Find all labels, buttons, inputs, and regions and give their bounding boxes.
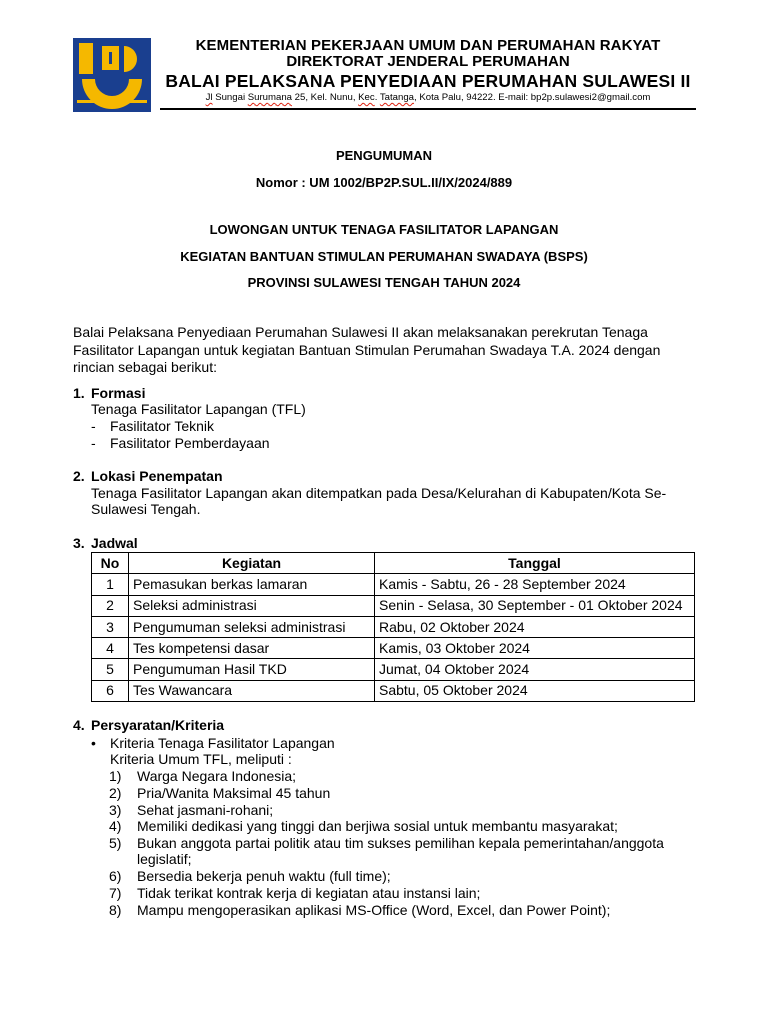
criteria-item: Bersedia bekerja penuh waktu (full time); bbox=[137, 868, 391, 884]
table-row bbox=[92, 680, 695, 701]
cell-tanggal: Senin - Selasa, 30 September - 01 Oktober 2024 bbox=[375, 595, 695, 616]
announcement-title: PENGUMUMAN bbox=[335, 148, 433, 163]
announcement-number: Nomor : UM 1002/BP2P.SUL.II/IX/2024/889 bbox=[255, 175, 513, 190]
criteria-item: Warga Negara Indonesia; bbox=[137, 768, 297, 784]
address-part: Jl bbox=[205, 92, 213, 103]
item-number: 2) bbox=[109, 785, 122, 801]
criteria-item: Mampu mengoperasikan aplikasi MS-Office (Word, Excel, dan Power Point); bbox=[137, 902, 611, 918]
column-header-no: No bbox=[92, 553, 129, 574]
intro-line-2: Fasilitator Lapangan untuk kegiatan Bantuan Stimulan Perumahan Swadaya T.A. 2024 dengan bbox=[73, 342, 661, 358]
schedule-table bbox=[91, 552, 695, 702]
lokasi-line-2: Sulawesi Tengah. bbox=[91, 501, 201, 517]
intro-line-3: rincian sebagai berikut: bbox=[73, 359, 217, 375]
cell-no: 2 bbox=[92, 595, 129, 616]
criteria-item: Tidak terikat kontrak kerja di kegiatan atau instansi lain; bbox=[137, 885, 481, 901]
item-number: 6) bbox=[109, 868, 122, 884]
formasi-desc: Tenaga Fasilitator Lapangan (TFL) bbox=[91, 401, 306, 417]
table-row bbox=[92, 659, 695, 680]
section-number: 1. bbox=[73, 385, 85, 401]
item-number: 5) bbox=[109, 835, 122, 851]
item-number: 4) bbox=[109, 818, 122, 834]
ministry-name: KEMENTERIAN PEKERJAAN UMUM DAN PERUMAHAN RAKYAT bbox=[195, 37, 661, 54]
section-formasi-heading bbox=[73, 385, 145, 401]
bullet-marker: • bbox=[91, 735, 96, 751]
subtitle-province: PROVINSI SULAWESI TENGAH TAHUN 2024 bbox=[247, 275, 521, 290]
section-title: Formasi bbox=[91, 385, 146, 401]
formasi-item: Fasilitator Pemberdayaan bbox=[110, 435, 270, 451]
section-jadwal-heading bbox=[73, 535, 138, 551]
item-number: 3) bbox=[109, 802, 122, 818]
address-part: 25, Kel. Nunu, bbox=[292, 92, 359, 103]
cell-kegiatan: Pengumuman Hasil TKD bbox=[129, 659, 375, 680]
criteria-item: Bukan anggota partai politik atau tim sukses pemilihan kepala pemerintahan/anggota bbox=[137, 835, 664, 851]
cell-kegiatan: Tes Wawancara bbox=[129, 680, 375, 701]
table-row bbox=[92, 574, 695, 595]
cell-tanggal: Jumat, 04 Oktober 2024 bbox=[375, 659, 695, 680]
cell-kegiatan: Tes kompetensi dasar bbox=[129, 638, 375, 659]
pupr-logo bbox=[73, 38, 151, 112]
section-number: 4. bbox=[73, 717, 85, 733]
list-dash: - bbox=[91, 435, 96, 451]
cell-no: 5 bbox=[92, 659, 129, 680]
cell-no: 1 bbox=[92, 574, 129, 595]
table-row bbox=[92, 595, 695, 616]
subtitle-program: KEGIATAN BANTUAN STIMULAN PERUMAHAN SWADAYA (BSPS) bbox=[180, 249, 588, 264]
item-number: 8) bbox=[109, 902, 122, 918]
criteria-item: Sehat jasmani-rohani; bbox=[137, 802, 274, 818]
column-header-tanggal: Tanggal bbox=[375, 553, 695, 574]
directorate-name: DIREKTORAT JENDERAL PERUMAHAN bbox=[286, 53, 570, 70]
office-address bbox=[160, 92, 696, 103]
letterhead-divider bbox=[160, 108, 696, 110]
criteria-item-continued: legislatif; bbox=[137, 851, 192, 867]
address-part: , Kota Palu, 94222. E-mail: bp2p.sulawesi2@gmail.com bbox=[414, 92, 651, 103]
section-number: 2. bbox=[73, 468, 85, 484]
table-header-row bbox=[92, 553, 695, 574]
intro-line-1: Balai Pelaksana Penyediaan Perumahan Sulawesi II akan melaksanakan perekrutan Tenaga bbox=[73, 324, 648, 340]
lokasi-line-1: Tenaga Fasilitator Lapangan akan ditempatkan pada Desa/Kelurahan di Kabupaten/Kota Se- bbox=[91, 485, 667, 501]
section-persyaratan-heading bbox=[73, 717, 224, 733]
cell-kegiatan: Pemasukan berkas lamaran bbox=[129, 574, 375, 595]
criteria-item: Memiliki dedikasi yang tinggi dan berjiwa sosial untuk membantu masyarakat; bbox=[137, 818, 618, 834]
cell-tanggal: Sabtu, 05 Oktober 2024 bbox=[375, 680, 695, 701]
item-number: 1) bbox=[109, 768, 122, 784]
table-row bbox=[92, 616, 695, 637]
address-part: Sungai bbox=[212, 92, 248, 103]
criteria-item: Pria/Wanita Maksimal 45 tahun bbox=[137, 785, 331, 801]
office-name: BALAI PELAKSANA PENYEDIAAN PERUMAHAN SULAWESI II bbox=[165, 71, 691, 91]
address-part: Tatanga bbox=[379, 92, 415, 103]
subtitle-vacancy: LOWONGAN UNTUK TENAGA FASILITATOR LAPANGAN bbox=[209, 222, 559, 237]
cell-tanggal: Kamis - Sabtu, 26 - 28 September 2024 bbox=[375, 574, 695, 595]
list-dash: - bbox=[91, 418, 96, 434]
formasi-item: Fasilitator Teknik bbox=[110, 418, 215, 434]
cell-tanggal: Rabu, 02 Oktober 2024 bbox=[375, 616, 695, 637]
cell-no: 6 bbox=[92, 680, 129, 701]
criteria-subheading: Kriteria Umum TFL, meliputi : bbox=[110, 751, 292, 767]
section-lokasi-heading bbox=[73, 468, 223, 484]
cell-kegiatan: Pengumuman seleksi administrasi bbox=[129, 616, 375, 637]
criteria-heading: Kriteria Tenaga Fasilitator Lapangan bbox=[110, 735, 335, 751]
address-part: . bbox=[374, 92, 380, 103]
section-title: Jadwal bbox=[91, 535, 138, 551]
address-part: Kec bbox=[358, 92, 375, 103]
address-part: Surumana bbox=[247, 92, 293, 103]
item-number: 7) bbox=[109, 885, 122, 901]
cell-no: 4 bbox=[92, 638, 129, 659]
section-number: 3. bbox=[73, 535, 85, 551]
section-title: Lokasi Penempatan bbox=[91, 468, 223, 484]
cell-tanggal: Kamis, 03 Oktober 2024 bbox=[375, 638, 695, 659]
cell-kegiatan: Seleksi administrasi bbox=[129, 595, 375, 616]
section-title: Persyaratan/Kriteria bbox=[91, 717, 225, 733]
cell-no: 3 bbox=[92, 616, 129, 637]
table-row bbox=[92, 638, 695, 659]
column-header-kegiatan: Kegiatan bbox=[129, 553, 375, 574]
